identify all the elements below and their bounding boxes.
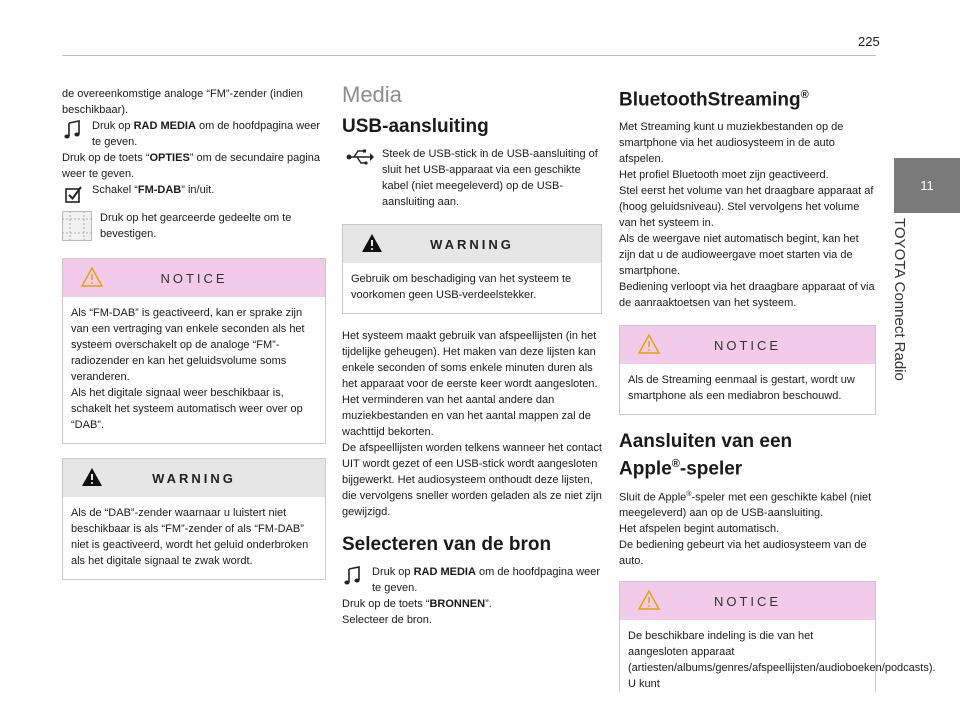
step-rad-media: Druk op RAD MEDIA om de hoofdpagina weer te geven. — [342, 564, 602, 596]
paragraph: Met Streaming kunt u muziekbestanden op de smartphone via het audiosysteem in de auto afspelen. — [619, 121, 844, 166]
heading-bluetooth: BluetoothStreaming® — [619, 89, 809, 111]
music-note-icon — [344, 566, 366, 588]
paragraph: Stel eerst het volume van het draagbare apparaat af (hoog geluidsniveau). Stel vervolgens het volume van het systeem in. — [619, 185, 874, 230]
paragraph: De bediening gebeurt via het audiosysteem van de auto. — [619, 539, 867, 568]
warning-triangle-icon — [638, 334, 660, 357]
heading-apple: Aansluiten van een Apple®-speler — [619, 431, 793, 480]
step-rad-media: Druk op RAD MEDIA om de hoofdpagina weer te geven. — [62, 118, 326, 150]
notice-text: Als het digitale signaal weer beschikbaar is, schakelt het systeem automatisch weer over op “DAB”. — [71, 387, 303, 431]
warning-triangle-icon — [81, 267, 103, 290]
warning-triangle-icon — [81, 467, 103, 490]
warning-text: Als de “DAB”-zender waarnaar u luistert niet beschikbaar is als “FM”-zender of als “FM-DAB” niet is geactiveerd, wordt het geluid onderbroken als het digitale signaal te zwak wordt. — [71, 507, 309, 567]
section-title: Media — [342, 82, 402, 107]
paragraph: Het verminderen van het aantal andere dan muziekbestanden en van het aantal mappen zal de wachttijd bekorten. — [342, 394, 591, 438]
chapter-tab — [894, 158, 960, 213]
step-fm-dab: Schakel “FM-DAB” in/uit. — [62, 182, 326, 198]
header-rule — [62, 55, 876, 56]
paragraph: Het afspelen begint automatisch. — [619, 523, 780, 536]
paragraph: De afspeellijsten worden telkens wanneer het contact UIT wordt gezet of een USB-stick wordt aangesloten bijgewerkt. Het audiosysteem onthoudt deze lijsten, die vervolgens sneller worden geladen als ze niet zijn gewijzigd. — [342, 442, 602, 518]
paragraph: Het systeem maakt gebruik van afspeellijsten (in het tijdelijke geheugen). Het maken van deze lijsten kan enkele seconden of soms enkele minuten duren als het apparaat voor de eerste keer wordt aangesloten. — [342, 330, 598, 390]
music-note-icon — [64, 120, 86, 142]
notice-box — [62, 258, 326, 444]
usb-icon — [346, 148, 368, 170]
heading-source: Selecteren van de bron — [342, 534, 552, 555]
paragraph: Druk op de toets “BRONNEN”. — [342, 598, 492, 610]
notice-header: NOTICE — [63, 259, 325, 297]
paragraph: Selecteer de bron. — [342, 614, 432, 626]
column-2 — [342, 84, 602, 628]
notice-text: De beschikbare indeling is die van het aangesloten apparaat (artiesten/albums/genres/afspeellijsten/audioboeken/podcasts). U kunt — [628, 630, 936, 691]
warning-header: WARNING — [63, 459, 325, 497]
notice-box — [619, 581, 936, 692]
warning-triangle-icon — [361, 233, 383, 256]
notice-text: Als “FM-DAB” is geactiveerd, kan er sprake zijn van een vertraging van enkele seconden als het systeem overschakelt op de analoge “FM”-radiozender en kan het geluidsvolume soms veranderen. — [71, 307, 305, 383]
paragraph: Als de weergave niet automatisch begint, kan het zijn dat u de audioweergave moet starten via de smartphone. — [619, 233, 859, 278]
heading-usb: USB-aansluiting — [342, 116, 489, 137]
paragraph: Bediening verloopt via het draagbare apparaat of via de aanraaktoetsen van het systeem. — [619, 281, 875, 310]
notice-header: NOTICE — [620, 582, 875, 620]
notice-header: NOTICE — [620, 326, 875, 364]
checkbox-checked-icon — [64, 184, 86, 206]
warning-triangle-icon — [638, 590, 660, 613]
chapter-number: 11 — [920, 178, 934, 193]
paragraph: Druk op de toets “OPTIES” om de secundaire pagina weer te geven. — [62, 152, 321, 180]
usb-paragraph: Steek de USB-stick in de USB-aansluiting of sluit het USB-apparaat via een geschikte kabel (niet meegeleverd) op de USB-aansluiting aan. — [342, 146, 602, 210]
warning-text: Gebruik om beschadiging van het systeem te voorkomen geen USB-verdeelstekker. — [351, 273, 572, 301]
paragraph: Het profiel Bluetooth moet zijn geactiveerd. — [619, 169, 829, 182]
notice-text: Als de Streaming eenmaal is gestart, wordt uw smartphone als een mediabron beschouwd. — [628, 374, 855, 403]
step-confirm: Druk op het gearceerde gedeelte om te bevestigen. — [62, 210, 326, 242]
warning-box — [62, 458, 326, 580]
paragraph: de overeenkomstige analoge “FM”-zender (indien beschikbaar). — [62, 88, 303, 116]
chapter-title: TOYOTA Connect Radio — [891, 218, 908, 381]
warning-header: WARNING — [343, 225, 601, 263]
hatched-area-icon — [62, 211, 92, 241]
page-number: 225 — [858, 34, 880, 49]
warning-box — [342, 224, 602, 314]
column-1 — [62, 86, 326, 592]
paragraph: Sluit de Apple®-speler met een geschikte kabel (niet meegeleverd) aan op de USB-aansluiting. — [619, 490, 872, 520]
notice-box — [619, 325, 876, 415]
